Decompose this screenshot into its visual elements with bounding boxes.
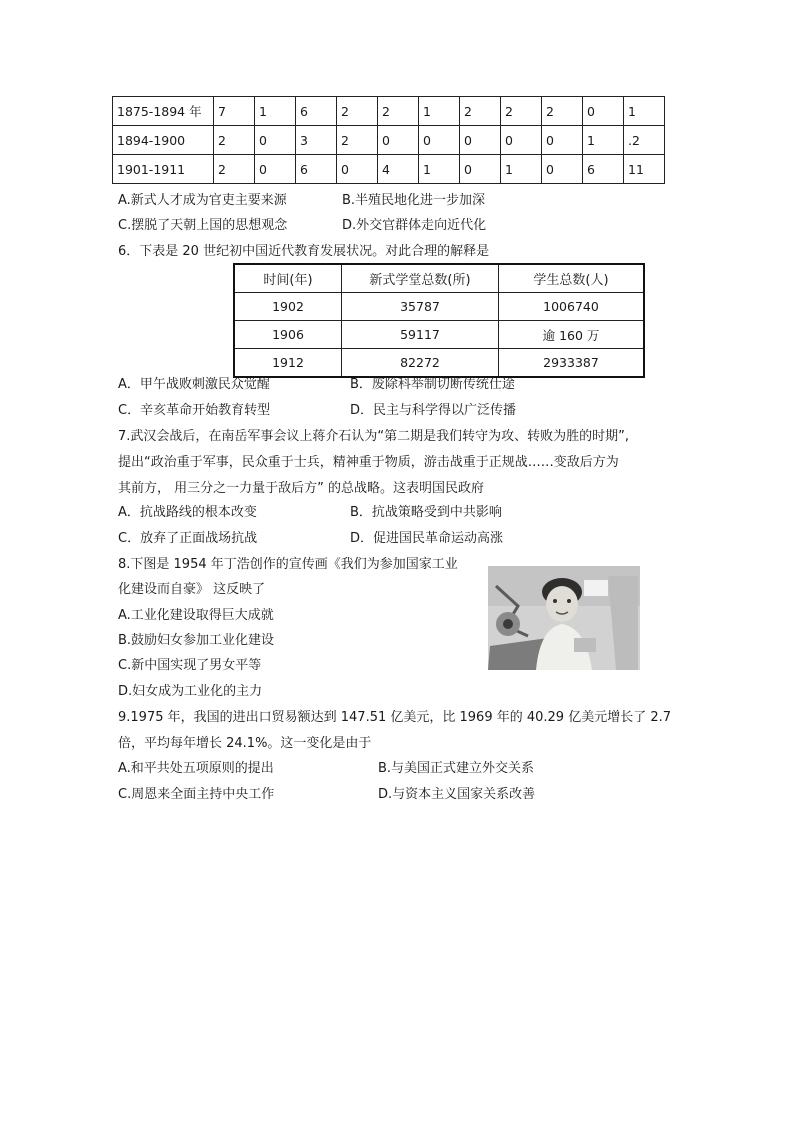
table-cell: 82272 xyxy=(342,349,499,378)
count-cell: 2 xyxy=(337,97,378,126)
q7-stem-line1: 7.武汉会战后，在南岳军事会议上蒋介石认为“第二期是我们转守为攻、转败为胜的时期”, xyxy=(118,429,630,444)
count-cell: 0 xyxy=(501,126,542,155)
count-cell: 1 xyxy=(255,97,296,126)
education-table xyxy=(233,263,645,378)
q5-option-d[interactable]: D.外交官群体走向近代化 xyxy=(342,218,487,233)
q5-option-a[interactable]: A.新式人才成为官吏主要来源 xyxy=(118,193,287,208)
table-row xyxy=(234,321,644,349)
count-cell: 0 xyxy=(255,155,296,184)
table-cell: 逾 160 万 xyxy=(499,321,645,349)
table-header-row xyxy=(234,264,644,293)
q9-option-a[interactable]: A.和平共处五项原则的提出 xyxy=(118,761,274,776)
q7-option-c[interactable]: C．放弃了正面战场抗战 xyxy=(118,531,258,546)
count-cell: 0 xyxy=(583,97,624,126)
q9-stem-line1: 9.1975 年，我国的进出口贸易额达到 147.51 亿美元，比 1969 年的 40.29 亿美元增长了 2.7 xyxy=(118,710,672,725)
count-cell: 2 xyxy=(214,155,255,184)
count-cell: 1 xyxy=(419,97,460,126)
q7-stem-line2: 提出“政治重于军事，民众重于士兵，精神重于物质，游击战重于正规战……变敌后方为 xyxy=(118,455,619,470)
column-header: 新式学堂总数(所) xyxy=(342,264,499,293)
table-cell: 1006740 xyxy=(499,293,645,321)
count-cell: 0 xyxy=(542,126,583,155)
q8-option-a[interactable]: A.工业化建设取得巨大成就 xyxy=(118,608,274,623)
count-cell: 3 xyxy=(296,126,337,155)
count-cell: 0 xyxy=(378,126,419,155)
q9-option-b[interactable]: B.与美国正式建立外交关系 xyxy=(378,761,535,776)
q6-option-a[interactable]: A．甲午战败刺激民众觉醒 xyxy=(118,377,270,392)
q9-option-d[interactable]: D.与资本主义国家关系改善 xyxy=(378,787,536,802)
q8-option-c[interactable]: C.新中国实现了男女平等 xyxy=(118,658,262,673)
table-row xyxy=(113,97,665,126)
column-header: 时间(年) xyxy=(234,264,342,293)
table-row xyxy=(234,349,644,378)
q9-option-c[interactable]: C.周恩来全面主持中央工作 xyxy=(118,787,275,802)
table-row xyxy=(113,155,665,184)
column-header: 学生总数(人) xyxy=(499,264,645,293)
table-cell: 59117 xyxy=(342,321,499,349)
official-origin-table xyxy=(112,96,665,184)
propaganda-poster-image xyxy=(488,566,640,670)
table-cell: 1902 xyxy=(234,293,342,321)
q7-option-a[interactable]: A．抗战路线的根本改变 xyxy=(118,505,257,520)
period-cell: 1901-1911 xyxy=(113,155,214,184)
count-cell: 2 xyxy=(214,126,255,155)
q6-option-b[interactable]: B．废除科举制切断传统仕途 xyxy=(350,377,515,392)
q8-option-b[interactable]: B.鼓励妇女参加工业化建设 xyxy=(118,633,275,648)
count-cell: 2 xyxy=(337,126,378,155)
period-cell: 1875-1894 年 xyxy=(113,97,214,126)
count-cell: 0 xyxy=(255,126,296,155)
count-cell: 7 xyxy=(214,97,255,126)
count-cell: 2 xyxy=(542,97,583,126)
count-cell: 0 xyxy=(337,155,378,184)
count-cell: 2 xyxy=(501,97,542,126)
count-cell: 0 xyxy=(460,126,501,155)
count-cell: 0 xyxy=(542,155,583,184)
q7-option-b[interactable]: B．抗战策略受到中共影响 xyxy=(350,505,502,520)
period-cell: 1894-1900 xyxy=(113,126,214,155)
count-cell: 0 xyxy=(419,126,460,155)
count-cell: 6 xyxy=(296,97,337,126)
count-cell: 2 xyxy=(378,97,419,126)
count-cell: 1 xyxy=(419,155,460,184)
count-cell: 6 xyxy=(296,155,337,184)
table-cell: 1912 xyxy=(234,349,342,378)
table-row xyxy=(234,293,644,321)
table-cell: 1906 xyxy=(234,321,342,349)
table-cell: 35787 xyxy=(342,293,499,321)
q7-option-d[interactable]: D．促进国民革命运动高涨 xyxy=(350,531,504,546)
count-cell: 11 xyxy=(624,155,665,184)
table-row xyxy=(113,126,665,155)
count-cell: 0 xyxy=(460,155,501,184)
count-cell: 4 xyxy=(378,155,419,184)
count-cell: 1 xyxy=(501,155,542,184)
count-cell: 1 xyxy=(583,126,624,155)
count-cell: 2 xyxy=(460,97,501,126)
q6-option-d[interactable]: D．民主与科学得以广泛传播 xyxy=(350,403,517,418)
q7-stem-line3: 其前方， 用三分之一力量于敌后方” 的总战略。这表明国民政府 xyxy=(118,481,484,496)
count-cell: .2 xyxy=(624,126,665,155)
count-cell: 6 xyxy=(583,155,624,184)
q5-option-c[interactable]: C.摆脱了天朝上国的思想观念 xyxy=(118,218,288,233)
q5-option-b[interactable]: B.半殖民地化进一步加深 xyxy=(342,193,486,208)
q9-stem-line2: 倍，平均每年增长 24.1%。这一变化是由于 xyxy=(118,736,372,751)
q6-option-c[interactable]: C．辛亥革命开始教育转型 xyxy=(118,403,271,418)
q6-stem: 6．下表是 20 世纪初中国近代教育发展状况。对此合理的解释是 xyxy=(118,244,490,259)
table-cell: 2933387 xyxy=(499,349,645,378)
count-cell: 1 xyxy=(624,97,665,126)
q8-stem-line1: 8.下图是 1954 年丁浩创作的宣传画《我们为参加国家工业 xyxy=(118,557,458,572)
q8-stem-line2: 化建设而自豪》 这反映了 xyxy=(118,582,266,597)
q8-option-d[interactable]: D.妇女成为工业化的主力 xyxy=(118,684,263,699)
